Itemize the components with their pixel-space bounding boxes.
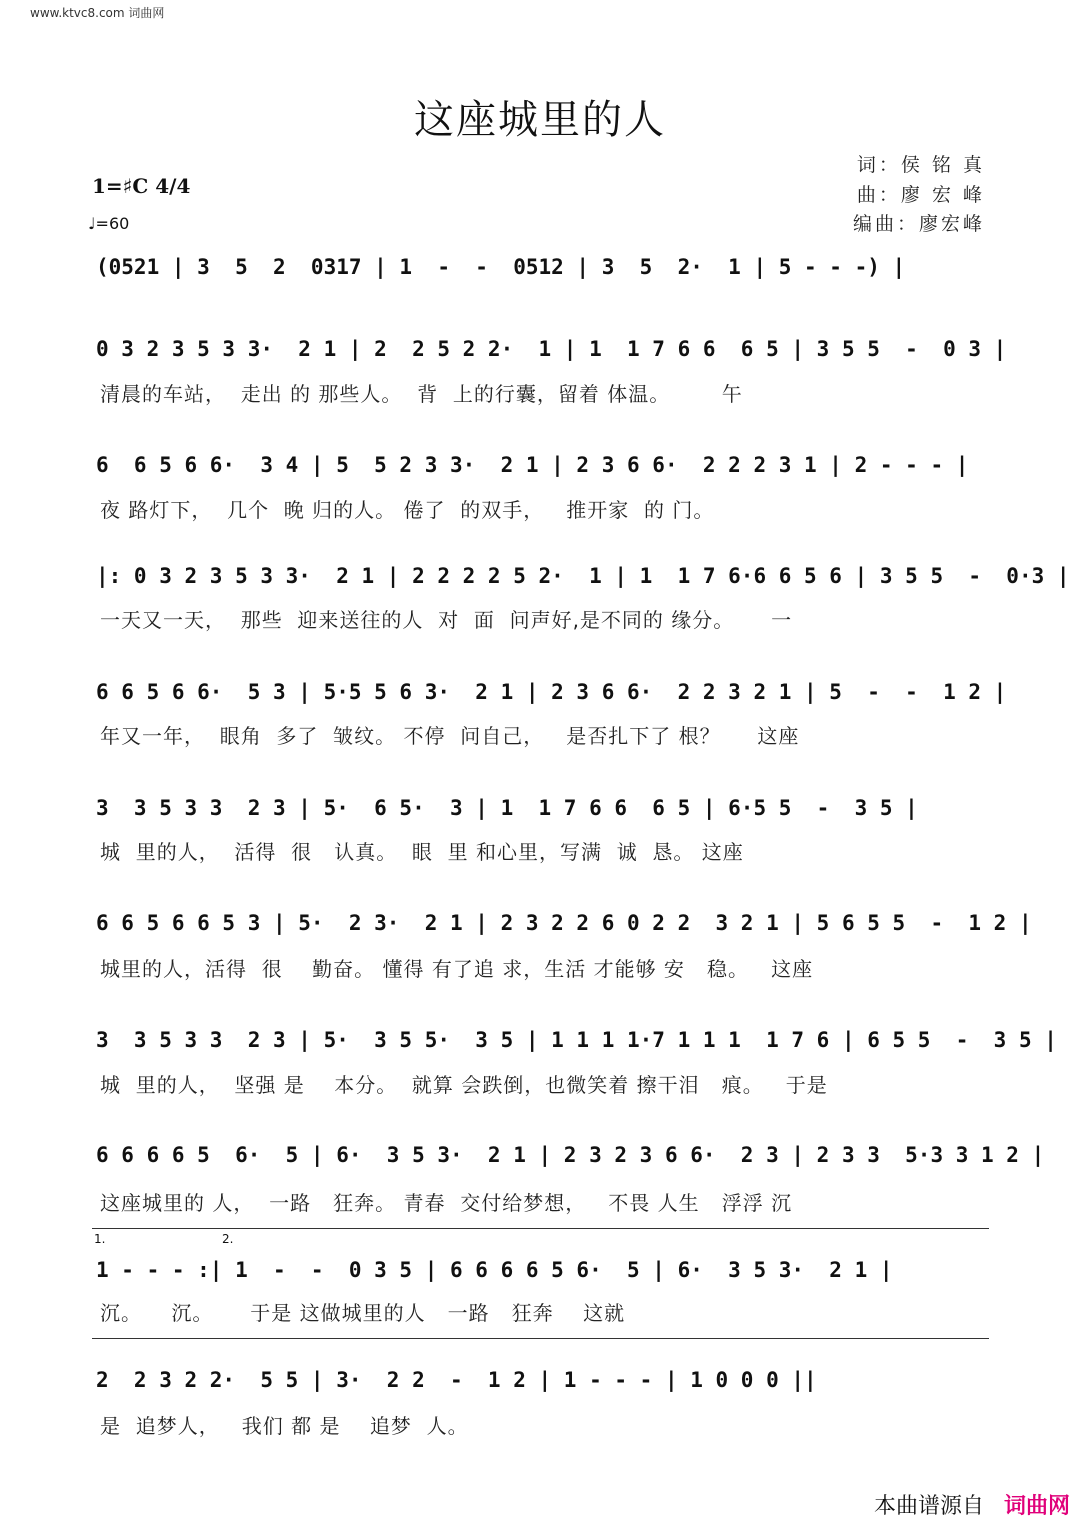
source-label: 本曲谱源自 bbox=[873, 1494, 984, 1519]
notation-row: 2 2 3 2 2· 5 5 | 3· 2 2 - 1 2 | 1 - - - | 1 0 0 0 || bbox=[96, 1368, 817, 1392]
site-link[interactable]: 词曲网 bbox=[1003, 1494, 1070, 1519]
second-ending-mark: 2. bbox=[222, 1232, 234, 1246]
lyric-row: 一天又一天， 那些 迎来送往的人 对 面 问声好,是不同的 缘分。 一 bbox=[100, 608, 793, 632]
notation-row: (0521 | 3 5 2 0317 | 1 - - 0512 | 3 5 2· 1 | 5 - - -) | bbox=[96, 255, 906, 279]
lyric-row: 是 追梦人， 我们 都 是 追梦 人。 bbox=[100, 1414, 469, 1438]
site-url: www.ktvc8.com 词曲网 bbox=[30, 6, 165, 20]
notation-row: 1 - - - :| 1 - - 0 3 5 | 6 6 6 6 5 6· 5 | 6· 3 5 3· 2 1 | bbox=[96, 1258, 893, 1282]
song-title: 这座城里的人 bbox=[414, 97, 666, 143]
notation-row: 3 3 5 3 3 2 3 | 5· 6 5· 3 | 1 1 7 6 6 6 5 | 6·5 5 - 3 5 | bbox=[96, 796, 918, 820]
composer-credit: 曲：廖 宏 峰 bbox=[856, 184, 985, 206]
system-divider bbox=[92, 1338, 989, 1339]
notation-row: 3 3 5 3 3 2 3 | 5· 3 5 5· 3 5 | 1 1 1 1·7 1 1 1 1 7 6 | 6 5 5 - 3 5 | bbox=[96, 1028, 1057, 1052]
notation-row: |: 0 3 2 3 5 3 3· 2 1 | 2 2 2 2 5 2· 1 | 1 1 7 6·6 6 5 6 | 3 5 5 - 0·3 | bbox=[96, 564, 1070, 588]
lyric-row: 这座城里的 人， 一路 狂奔。 青春 交付给梦想， 不畏 人生 浮浮 沉 bbox=[100, 1191, 793, 1215]
notation-row: 6 6 5 6 6· 5 3 | 5·5 5 6 3· 2 1 | 2 3 6 6· 2 2 3 2 1 | 5 - - 1 2 | bbox=[96, 680, 1007, 704]
lyric-row: 城里的人，活得 很 勤奋。 懂得 有了追 求，生活 才能够 安 稳。 这座 bbox=[100, 957, 814, 981]
lyric-row: 年又一年， 眼角 多了 皱纹。 不停 问自己， 是否扎下了 根？ 这座 bbox=[100, 724, 800, 748]
notation-row: 6 6 6 6 5 6· 5 | 6· 3 5 3· 2 1 | 2 3 2 3 6 6· 2 3 | 2 3 3 5·3 3 1 2 | bbox=[96, 1143, 1045, 1167]
lyricist-credit: 词：侯 铭 真 bbox=[856, 154, 985, 176]
lyric-row: 清晨的车站， 走出 的 那些人。 背 上的行囊，留着 体温。 午 bbox=[100, 382, 743, 406]
key-signature: 1=♯C 4/4 bbox=[92, 174, 191, 198]
tempo-marking: ♩=60 bbox=[88, 214, 130, 233]
lyric-row: 城 里的人， 坚强 是 本分。 就算 会跌倒，也微笑着 擦干泪 痕。 于是 bbox=[100, 1073, 828, 1097]
lyric-row: 夜 路灯下， 几个 晚 归的人。 倦了 的双手， 推开家 的 门。 bbox=[100, 498, 715, 522]
ending-bracket-line bbox=[92, 1228, 989, 1229]
notation-row: 6 6 5 6 6 5 3 | 5· 2 3· 2 1 | 2 3 2 2 6 0 2 2 3 2 1 | 5 6 5 5 - 1 2 | bbox=[96, 911, 1032, 935]
lyric-row: 沉。 沉。 于是 这做城里的人 一路 狂奔 这就 bbox=[100, 1301, 626, 1325]
lyric-row: 城 里的人， 活得 很 认真。 眼 里 和心里，写满 诚 恳。 这座 bbox=[100, 840, 744, 864]
notation-row: 0 3 2 3 5 3 3· 2 1 | 2 2 5 2 2· 1 | 1 1 7 6 6 6 5 | 3 5 5 - 0 3 | bbox=[96, 337, 1007, 361]
arranger-credit: 编曲：廖宏峰 bbox=[852, 213, 985, 235]
first-ending-mark: 1. bbox=[94, 1232, 106, 1246]
notation-row: 6 6 5 6 6· 3 4 | 5 5 2 3 3· 2 1 | 2 3 6 6· 2 2 2 3 1 | 2 - - - | bbox=[96, 453, 969, 477]
